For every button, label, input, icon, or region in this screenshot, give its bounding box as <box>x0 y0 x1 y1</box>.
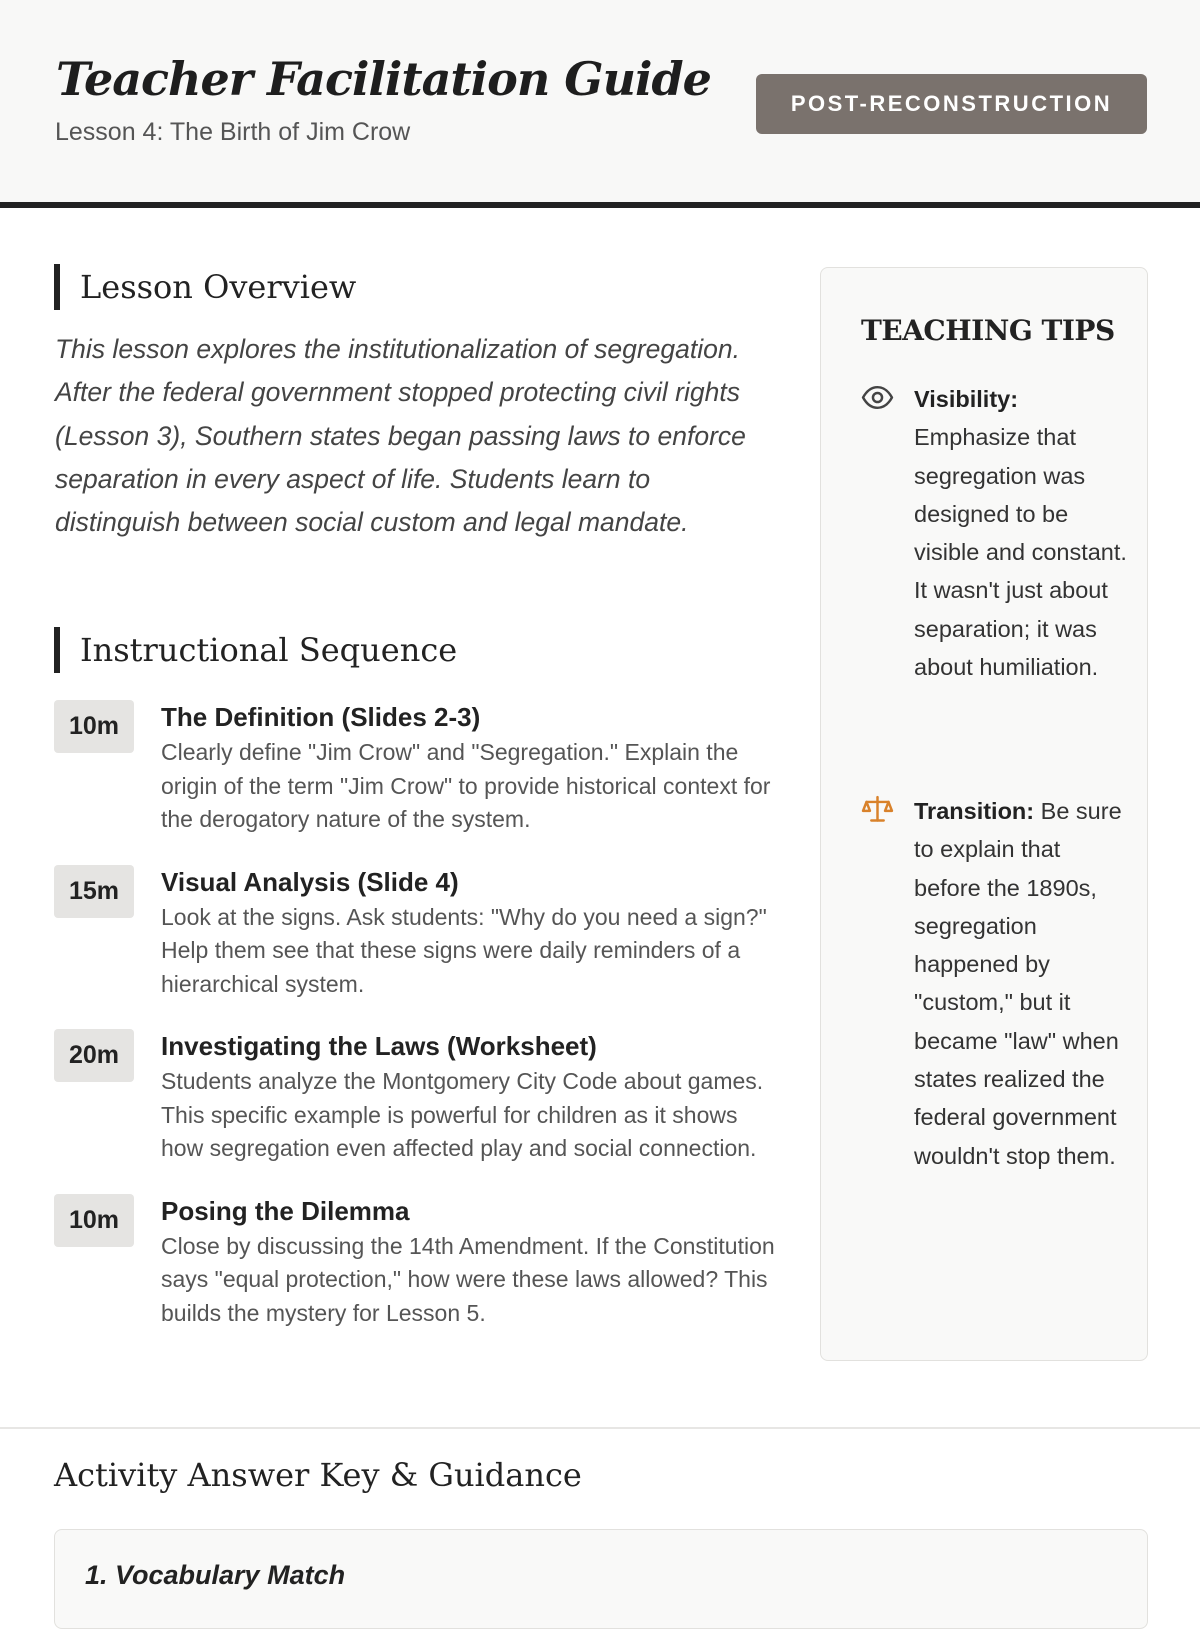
tip-label: Visibility: <box>914 386 1019 412</box>
tip-text <box>914 380 1131 686</box>
step-title: The Definition (Slides 2-3) <box>161 702 481 732</box>
answer-card <box>54 1529 1148 1629</box>
scale-icon <box>861 793 894 826</box>
step-description: Clearly define "Jim Crow" and "Segregation." Explain the origin of the term "Jim Crow" to provide historical context for the derogatory nature of the system. <box>161 739 771 832</box>
step-time-badge: 10m <box>54 1194 134 1247</box>
section-divider <box>0 1427 1200 1429</box>
step-description: Students analyze the Montgomery City Code about games. This specific example is powerful for children as it shows how segregation even affected play and social connection. <box>161 1068 764 1161</box>
eye-icon <box>861 381 894 414</box>
tip-visibility <box>861 380 1131 686</box>
step-item <box>54 1029 776 1166</box>
tip-label: Transition: <box>914 798 1035 824</box>
step-title: Investigating the Laws (Worksheet) <box>161 1031 597 1061</box>
step-body <box>161 1029 776 1166</box>
tip-text <box>914 792 1131 1175</box>
step-title: Visual Analysis (Slide 4) <box>161 866 459 897</box>
page-header <box>0 0 1200 208</box>
step-item <box>54 700 776 837</box>
answer-card-title: 1. Vocabulary Match <box>85 1560 346 1590</box>
tip-transition <box>861 792 1131 1175</box>
instructional-steps <box>54 700 776 1358</box>
tips-heading: TEACHING TIPS <box>861 314 1115 347</box>
overview-text: This lesson explores the institutionalization of segregation. After the federal government stopped protecting civil rights (Lesson 3), Southern states began passing laws to enforce separation in every aspect of life. Students learn to distinguish between social custom and legal mandate. <box>55 334 746 538</box>
step-time-badge: 20m <box>54 1029 134 1082</box>
step-body <box>161 1194 776 1331</box>
era-badge: POST-RECONSTRUCTION <box>756 74 1147 134</box>
sequence-heading: Instructional Sequence <box>54 627 457 673</box>
step-time-badge: 10m <box>54 700 134 753</box>
overview-heading: Lesson Overview <box>54 264 356 310</box>
step-description: Look at the signs. Ask students: "Why do you need a sign?" Help them see that these signs were daily reminders of a hierarchical system. <box>161 903 767 997</box>
step-description: Close by discussing the 14th Amendment. If the Constitution says "equal protection," how were these laws allowed? This builds the mystery for Lesson 5. <box>161 1232 775 1326</box>
tip-body: Emphasize that segregation was designed to be visible and constant. It wasn't just about separation; it was about humiliation. <box>914 424 1127 681</box>
step-time-badge: 15m <box>54 865 134 918</box>
teaching-tips-panel <box>820 267 1148 1361</box>
lesson-subtitle: Lesson 4: The Birth of Jim Crow <box>55 118 411 146</box>
tip-body: Be sure to explain that before the 1890s, segregation happened by "custom," but it became "law" when states realized the federal government wouldn't stop them. <box>914 798 1122 1169</box>
step-title: Posing the Dilemma <box>161 1195 410 1226</box>
step-item <box>54 1194 776 1331</box>
step-body <box>161 700 776 837</box>
answer-key-heading: Activity Answer Key & Guidance <box>54 1456 582 1494</box>
step-item <box>54 865 776 1002</box>
step-body <box>161 865 776 1002</box>
page-title: Teacher Facilitation Guide <box>56 52 711 106</box>
